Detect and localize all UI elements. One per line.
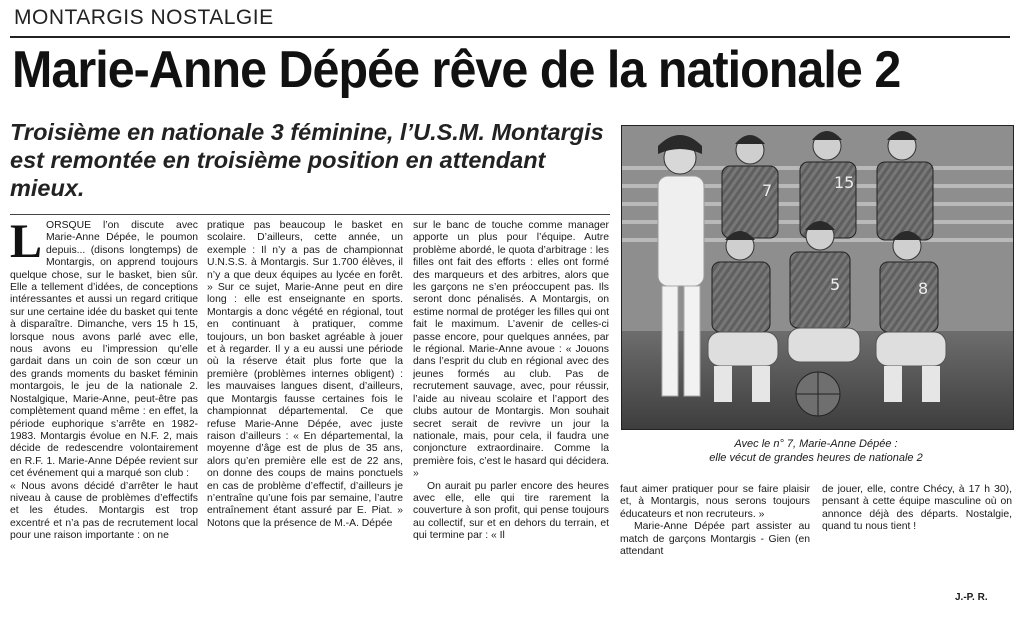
paragraph: Marie-Anne Dépée part assister au match de garçons Montargis - Gien (en attendant — [620, 521, 810, 558]
article-column-3 — [413, 220, 609, 620]
team-photo-image — [622, 126, 1013, 429]
paragraph: faut aimer pratiquer pour se faire plaisir et, à Montargis, nous serons toujours éducateurs et non recruteurs. » — [620, 484, 810, 520]
paragraph: ORSQUE l’on discute avec Marie-Anne Dépée, le poumon depuis... (disons longtemps) de Montargis, on apprend toujours quelque chose, sur le basket, bien sûr. Elle a tellement d’idées, de conceptions intéressantes et aussi un regard critique sur une certaine idée du basket qui tente à disparaître. Dimanche, vers 15 h 15, lorsque nous avons parlé avec elle, nous avons eu l’impression qu’elle gardait dans un coin de son cœur un des grands moments du basket féminin montargois, le jeu de la nationale 2. Nostalgique, Marie-Anne, peut-être pas complètement quand même : en effet, la période euphorique s’arrête en 1982-1983. Montargis évolue en N.F. 2, mais décide de redescendre volontairement en R.F. 1. Marie-Anne Dépée revient sur cet événement qui a marqué son club : — [10, 220, 198, 480]
article-column-4b — [822, 484, 1012, 594]
drop-cap: L — [10, 220, 43, 268]
author-signature: J.-P. R. — [955, 592, 988, 603]
paragraph: « Nous avons décidé d’arrêter le haut niveau à cause de problèmes d’effectifs et les études. Montargis est trop excentré et n’a pas de recrutement local pour une raison importante : on ne — [10, 480, 198, 542]
standfirst-divider — [10, 214, 610, 215]
paragraph: de jouer, elle, contre Chécy, à 17 h 30), pensant à cette équipe masculine où on annonce déjà des départs. Nostalgie, quand tu nous tient ! — [822, 484, 1012, 533]
svg-text:5: 5 — [830, 275, 841, 294]
headline: Marie-Anne Dépée rêve de la nationale 2 — [12, 41, 901, 99]
team-photo — [621, 125, 1014, 430]
article-column-1 — [10, 220, 198, 620]
photo-caption-line-2: elle vécut de grandes heures de nationale 2 — [709, 452, 923, 464]
article-column-4a — [620, 484, 810, 594]
paragraph: On aurait pu parler encore des heures avec elle, elle qui tire rarement la couverture à son profit, qui pense toujours au collectif, sur et en dehors du terrain, et qui termine par : « Il — [413, 480, 609, 542]
photo-caption — [620, 437, 1012, 465]
svg-text:15: 15 — [834, 173, 855, 192]
photo-caption-line-1: Avec le n° 7, Marie-Anne Dépée : — [734, 438, 898, 450]
svg-text:7: 7 — [762, 181, 773, 200]
rubric-divider — [10, 36, 1010, 38]
section-rubric: MONTARGIS NOSTALGIE — [14, 6, 274, 29]
standfirst: Troisième en nationale 3 féminine, l’U.S.M. Montargis est remontée en troisième position en attendant mieux. — [10, 119, 604, 201]
svg-text:8: 8 — [918, 279, 929, 298]
article-column-2 — [207, 220, 403, 620]
paragraph: pratique pas beaucoup le basket en scolaire. D’ailleurs, cette année, un exemple : Il n’y a pas de championnat U.N.S.S. à Montargis. Sur 1.700 élèves, il n’y a que deux équipes au lycée en forêt. » Sur ce sujet, Marie-Anne peut en dire long : elle est enseignante en sports. Montargis a donc végété en régional, tout en continuant à pratiquer, comme toujours, un bon basket agréable à jouer et à regarder. Il y a eu aussi une période où la réserve était plus forte que la première (problèmes internes obligent) : les mauvaises langues disent, d’ailleurs, que Montargis fausse certaines fois le championnat départemental. Ce que refuse Marie-Anne Dépée, avec juste raison d’ailleurs : « En départemental, la moyenne d’âge est de plus de 35 ans, alors qu’en première elle est de 22 ans, on donne des coups de mains ponctuels en cas de problème d’effectif, d’ailleurs je n’entraîne qu’une fois par semaine, l’autre entraînement étant assuré par E. Piat. » Notons que la présence de M.-A. Dépée — [207, 220, 403, 529]
paragraph: sur le banc de touche comme manager apporte un plus pour l’équipe. Autre problème abordé, le quota d’arbitrage : les filles ont fait des efforts : elles ont formé des marqueurs et des arbitres, alors que les garçons ne s’en préoccupent pas. Ils seront donc pénalisés. A Montargis, on estime normal de protéger les filles qui ont fait le maximum. L’avenir de celles-ci passe encore, pour quelques années, par le régional. Marie-Anne avoue : « Jouons dans l’esprit du club en régional avec des jeunes formés au club. Pas de recrutement sauvage, avec, pour réussir, l’aide au niveau scolaire et l’apport des clubs autour de Montargis. Mon souhait secret serait de revivre un jour la nationale, mais, pour cela, il faudra une conjoncture extraordinaire. Comme la première fois, c’est le hasard qui décidera. » — [413, 220, 609, 480]
